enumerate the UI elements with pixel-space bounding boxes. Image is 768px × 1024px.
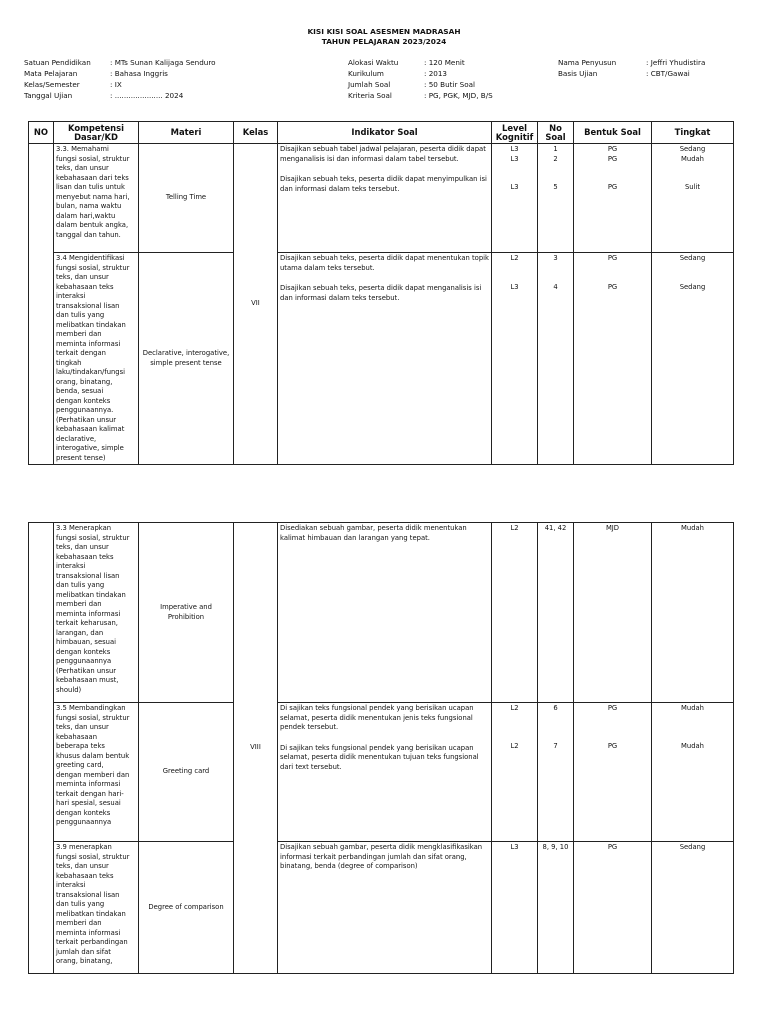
indikator-text: Di sajikan teks fungsional pendek yang berisikan ucapan selamat, peserta didik menentukan jenis teks fungsional pendek tersebut. — [280, 704, 474, 731]
cell-level — [492, 144, 538, 253]
tingkat-value: Mudah — [681, 704, 704, 712]
bentuk-value: PG — [607, 145, 618, 153]
meta-right — [558, 57, 705, 79]
tingkat-value: Sedang — [679, 254, 706, 262]
indikator-text: Disajikan sebuah gambar, peserta didik mengklasifikasikan informasi terkait perbandingan jumlah dan sifat orang, binatang, benda (degree of comparison) — [280, 843, 483, 870]
document-subtitle: TAHUN PELAJARAN 2023/2024 — [321, 37, 447, 46]
header-kd: Kompetensi Dasar/KD — [54, 122, 139, 144]
cell-bentuk — [574, 144, 652, 253]
table-row — [29, 523, 734, 703]
cell-no — [29, 144, 54, 465]
meta-label: Kelas/Semester — [24, 80, 80, 89]
header-materi: Materi — [139, 122, 234, 144]
cell-kd: 3.9 menerapkan fungsi sosial, struktur teks, dan unsur kebahasaan teks interaksi transaksional lisan dan tulis yang melibatkan tindakan memberi dan meminta informasi terkait perbandingan jumlah dan sifat orang, binatang, — [54, 842, 139, 974]
cell-indikator — [278, 703, 492, 842]
cell-tingkat — [652, 144, 734, 253]
meta-value: : IX — [110, 80, 122, 89]
bentuk-value: PG — [607, 282, 618, 291]
cell-kelas: VIII — [234, 523, 278, 974]
meta-label: Jumlah Soal — [348, 80, 391, 89]
indikator-text: Disajikan sebuah teks, peserta didik dapat menyimpulkan isi dan informasi dalam teks tersebut. — [280, 175, 487, 193]
meta-label: Nama Penyusun — [558, 58, 617, 67]
meta-value: : 2013 — [424, 69, 447, 78]
meta-label: Alokasi Waktu — [348, 58, 399, 67]
cell-materi: Telling Time — [139, 144, 234, 253]
tingkat-value: Sedang — [679, 282, 706, 291]
bentuk-value: PG — [607, 154, 618, 163]
cell-bentuk: PG — [574, 842, 652, 974]
document-title: KISI KISI SOAL ASESMEN MADRASAH — [307, 27, 461, 36]
cell-indikator — [278, 523, 492, 703]
cell-materi: Imperative and Prohibition — [139, 523, 234, 703]
table-header-row — [29, 122, 734, 144]
cell-materi: Greeting card — [139, 703, 234, 842]
indikator-text: Disajikan sebuah tabel jadwal pelajaran, peserta didik dapat menganalisis isi dan informasi dalam tabel tersebut. — [280, 145, 486, 163]
cell-bentuk — [574, 253, 652, 465]
bentuk-value: PG — [607, 741, 618, 750]
tingkat-value: Sedang — [679, 145, 706, 153]
cell-nosoal — [538, 144, 574, 253]
cell-indikator — [278, 253, 492, 465]
meta-label: Tanggal Ujian — [24, 91, 73, 100]
header-kelas: Kelas — [234, 122, 278, 144]
cell-kd: 3.3. Memahami fungsi sosial, struktur teks, dan unsur kebahasaan dari teks lisan dan tulis untuk menyebut nama hari, bulan, nama waktu dalam hari,waktu dalam bentuk angka, tanggal dan tahun. — [54, 144, 139, 253]
table-row — [29, 253, 734, 465]
cell-nosoal: 8, 9, 10 — [538, 842, 574, 974]
cell-indikator — [278, 842, 492, 974]
cell-tingkat: Mudah — [652, 523, 734, 703]
table-row — [29, 144, 734, 253]
meta-middle — [348, 57, 493, 101]
cell-kd: 3.3 Menerapkan fungsi sosial, struktur teks, dan unsur kebahasaan teks interaksi transaksional lisan dan tulis yang melibatkan tindakan memberi dan meminta informasi terkait keharusan, larangan, dan himbauan, sesuai dengan konteks penggunaannya (Perhatikan unsur kebahasaan must, should) — [54, 523, 139, 703]
nosoal-value: 6 — [553, 704, 558, 712]
kisi-table-page-2 — [28, 522, 734, 974]
header-nosoal: No Soal — [538, 122, 574, 144]
cell-kd: 3.5 Membandingkan fungsi sosial, struktur teks, dan unsur kebahasaan beberapa teks khusus dalam bentuk greeting card, dengan memberi dan meminta informasi terkait dengan hari- hari spesial, sesuai dengan konteks penggunaannya — [54, 703, 139, 842]
level-value: L3 — [510, 282, 519, 291]
meta-value: : Jeffri Yhudistira — [646, 58, 706, 67]
cell-level: L3 — [492, 842, 538, 974]
cell-no — [29, 523, 54, 974]
level-value: L3 — [510, 183, 519, 191]
level-value: L2 — [510, 254, 519, 262]
meta-value: : 50 Butir Soal — [424, 80, 476, 89]
cell-materi: Degree of comparison — [139, 842, 234, 974]
header-level: Level Kognitif — [492, 122, 538, 144]
level-value: L3 — [510, 154, 519, 163]
meta-label: Mata Pelajaran — [24, 69, 78, 78]
cell-materi: Declarative, interogative, simple present tense — [139, 253, 234, 465]
tingkat-value: Mudah — [681, 154, 704, 163]
cell-level: L2 — [492, 523, 538, 703]
cell-tingkat — [652, 703, 734, 842]
cell-nosoal: 41, 42 — [538, 523, 574, 703]
level-value: L2 — [510, 741, 519, 750]
meta-left — [24, 57, 216, 101]
cell-kelas: VII — [234, 144, 278, 465]
bentuk-value: PG — [607, 254, 618, 262]
meta-label: Basis Ujian — [558, 69, 598, 78]
cell-level — [492, 253, 538, 465]
tingkat-value: Mudah — [681, 741, 704, 750]
cell-kd: 3.4 Mengidentifikasi fungsi sosial, struktur teks, dan unsur kebahasaan teks interaksi transaksional lisan dan tulis yang melibatkan tindakan memberi dan meminta informasi terkait dengan tingkah laku/tindakan/fungsi orang, binatang, benda, sesuai dengan konteks penggunaannya. (Perhatikan unsur kebahasaan kalimat declarative, interogative, simple present tense) — [54, 253, 139, 465]
cell-bentuk — [574, 703, 652, 842]
cell-tingkat — [652, 253, 734, 465]
cell-nosoal — [538, 253, 574, 465]
cell-level — [492, 703, 538, 842]
meta-value: : ..................... 2024 — [110, 91, 184, 100]
meta-value: : PG, PGK, MJD, B/S — [424, 91, 493, 100]
header-indikator: Indikator Soal — [278, 122, 492, 144]
nosoal-value: 7 — [553, 741, 558, 750]
nosoal-value: 5 — [553, 183, 558, 191]
table-row — [29, 703, 734, 842]
header-tingkat: Tingkat — [652, 122, 734, 144]
indikator-text: Disajikan sebuah teks, peserta didik dapat menganalisis isi dan informasi dalam teks tersebut. — [280, 284, 482, 302]
meta-label: Satuan Pendidikan — [24, 58, 91, 67]
level-value: L2 — [510, 704, 519, 712]
meta-label: Kurikulum — [348, 69, 384, 78]
cell-indikator — [278, 144, 492, 253]
indikator-text: Di sajikan teks fungsional pendek yang berisikan ucapan selamat, peserta didik menentukan tujuan teks fungsional dari text tersebut. — [280, 743, 479, 771]
tingkat-value: Sulit — [684, 183, 701, 191]
meta-label: Kriteria Soal — [348, 91, 392, 100]
cell-nosoal — [538, 703, 574, 842]
indikator-text: Disajikan sebuah teks, peserta didik dapat menentukan topik utama dalam teks tersebut. — [280, 254, 489, 272]
table-row — [29, 842, 734, 974]
meta-value: : CBT/Gawai — [646, 69, 690, 78]
cell-bentuk: MJD — [574, 523, 652, 703]
nosoal-value: 2 — [553, 154, 558, 163]
nosoal-value: 3 — [553, 254, 558, 262]
header-bentuk: Bentuk Soal — [574, 122, 652, 144]
meta-value: : Bahasa Inggris — [110, 69, 168, 78]
meta-value: : MTs Sunan Kalijaga Senduro — [110, 58, 216, 67]
cell-tingkat: Sedang — [652, 842, 734, 974]
bentuk-value: PG — [607, 704, 618, 712]
nosoal-value: 1 — [553, 145, 558, 153]
meta-value: : 120 Menit — [424, 58, 465, 67]
nosoal-value: 4 — [553, 282, 558, 291]
indikator-text: Disediakan sebuah gambar, peserta didik menentukan kalimat himbauan dan larangan yang tepat. — [280, 524, 467, 542]
level-value: L3 — [510, 145, 519, 153]
kisi-table-page-1 — [28, 121, 734, 465]
bentuk-value: PG — [607, 183, 618, 191]
header-no: NO — [29, 122, 54, 144]
